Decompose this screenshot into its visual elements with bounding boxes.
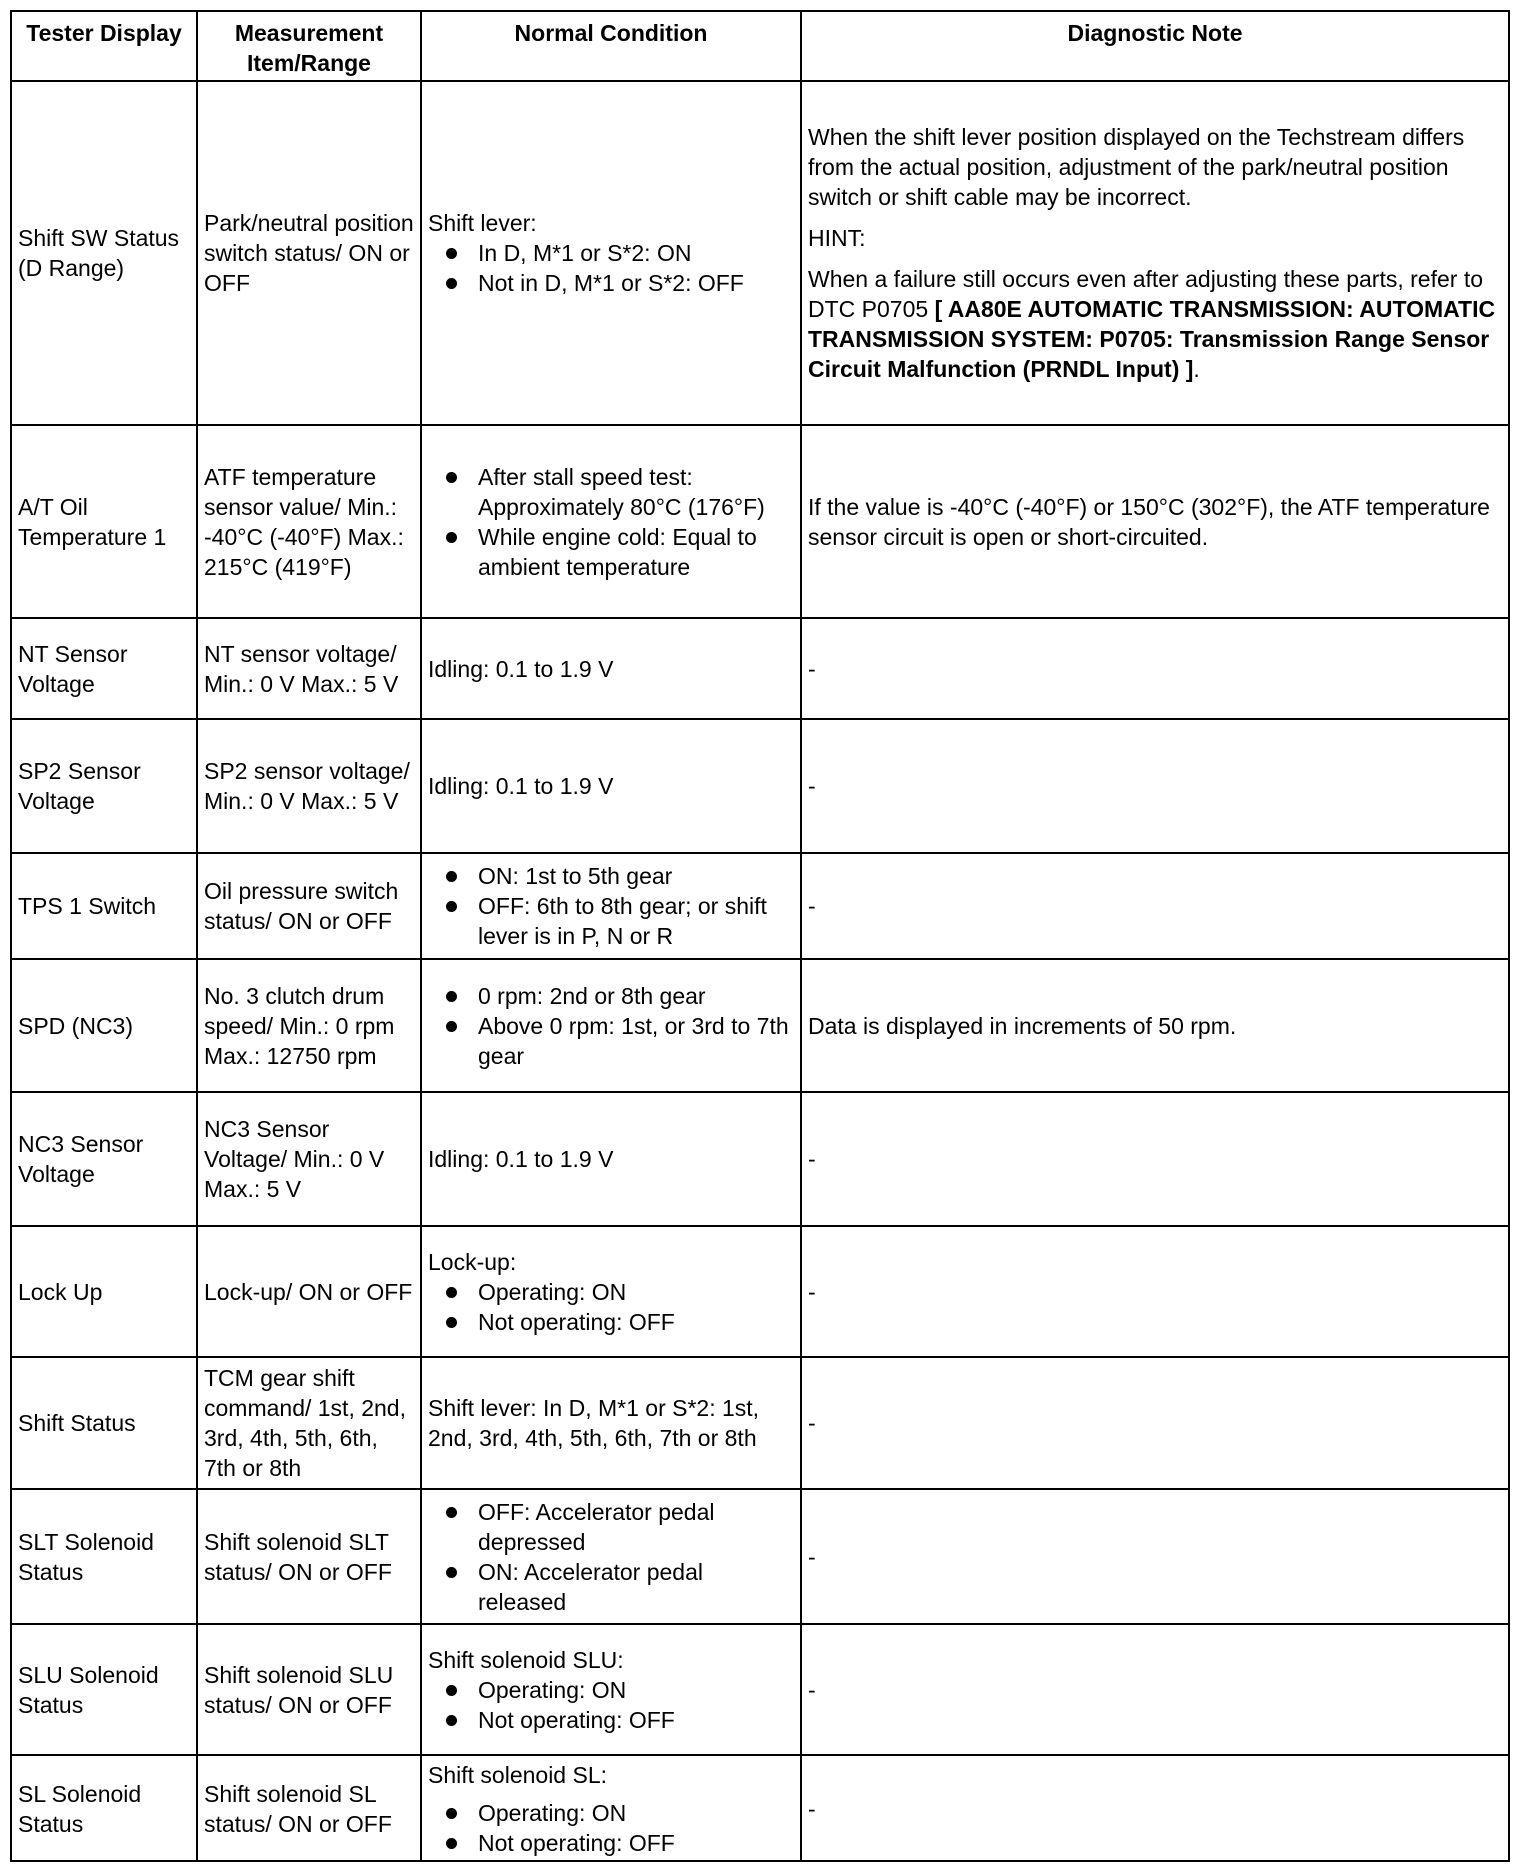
measurement-item: Lock-up/ ON or OFF xyxy=(198,1227,422,1356)
bullet-item: Not operating: OFF xyxy=(428,1307,794,1337)
tester-display: SL Solenoid Status xyxy=(12,1756,198,1862)
note-hint: HINT: xyxy=(808,225,866,251)
bullet-item: Not operating: OFF xyxy=(428,1828,794,1858)
normal-condition: Shift lever: In D, M*1 or S*2: 1st, 2nd, 3rd, 4th, 5th, 6th, 7th or 8th xyxy=(422,1358,802,1488)
dtc-reference-link[interactable]: [ AA80E AUTOMATIC TRANSMISSION: AUTOMATIC TRANSMISSION SYSTEM: P0705: Transmission Range Sensor Circuit Malfunction (PRNDL Input) ] xyxy=(808,296,1496,382)
measurement-item: Shift solenoid SLT status/ ON or OFF xyxy=(198,1490,422,1623)
table-row xyxy=(12,1093,1508,1227)
bullet-list xyxy=(428,1497,794,1617)
normal-intro: Shift solenoid SL: xyxy=(428,1762,608,1788)
diagnostic-note: - xyxy=(808,1146,816,1172)
diagnostic-note: - xyxy=(808,655,816,682)
bullet-item: Not operating: OFF xyxy=(428,1705,794,1735)
bullet-list xyxy=(428,1675,794,1735)
diagnostic-note: Data is displayed in increments of 50 rpm. xyxy=(808,1012,1237,1039)
diagnostic-note: - xyxy=(808,1278,816,1305)
bullet-item: OFF: 6th to 8th gear; or shift lever is in P, N or R xyxy=(428,891,794,951)
bullet-item: In D, M*1 or S*2: ON xyxy=(428,238,794,268)
table-row xyxy=(12,854,1508,960)
table-row xyxy=(12,426,1508,619)
table-row xyxy=(12,720,1508,854)
note-text: When a failure still occurs even after adjusting these parts, refer to DTC P0705 xyxy=(808,266,1483,322)
header-diagnostic-note: Diagnostic Note xyxy=(1067,20,1243,46)
tester-display: SPD (NC3) xyxy=(12,960,198,1091)
diagnostic-note: - xyxy=(808,1676,816,1703)
normal-condition xyxy=(422,426,802,617)
bullet-item: Operating: ON xyxy=(428,1277,794,1307)
bullet-list xyxy=(428,981,794,1071)
tester-display: SLU Solenoid Status xyxy=(12,1625,198,1754)
measurement-item: NC3 Sensor Voltage/ Min.: 0 V Max.: 5 V xyxy=(198,1093,422,1225)
normal-condition: Idling: 0.1 to 1.9 V xyxy=(422,1093,802,1225)
bullet-item: After stall speed test: Approximately 80°C (176°F) xyxy=(428,462,794,522)
tester-display: SLT Solenoid Status xyxy=(12,1490,198,1623)
data-list-table xyxy=(10,10,1510,1862)
table-row xyxy=(12,1227,1508,1358)
measurement-item: ATF temperature sensor value/ Min.: -40°C (-40°F) Max.: 215°C (419°F) xyxy=(198,426,422,617)
normal-intro: Lock-up: xyxy=(428,1248,517,1275)
tester-display: A/T Oil Temperature 1 xyxy=(12,426,198,617)
header-normal-condition: Normal Condition xyxy=(422,12,802,80)
header-tester-display: Tester Display xyxy=(12,12,198,80)
bullet-item: Operating: ON xyxy=(428,1798,794,1828)
table-row xyxy=(12,1490,1508,1625)
normal-intro: Shift solenoid SLU: xyxy=(428,1646,624,1673)
tester-display: Lock Up xyxy=(12,1227,198,1356)
normal-condition xyxy=(422,1625,802,1754)
measurement-item: Shift solenoid SLU status/ ON or OFF xyxy=(198,1625,422,1754)
table-row xyxy=(12,960,1508,1093)
table-row xyxy=(12,82,1508,426)
bullet-item: ON: 1st to 5th gear xyxy=(428,861,794,891)
tester-display: Shift Status xyxy=(12,1358,198,1488)
tester-display: Shift SW Status (D Range) xyxy=(12,82,198,424)
normal-condition xyxy=(422,82,802,424)
tester-display: NT Sensor Voltage xyxy=(12,619,198,718)
measurement-item: Oil pressure switch status/ ON or OFF xyxy=(198,854,422,958)
normal-condition xyxy=(422,960,802,1091)
bullet-list xyxy=(428,1798,794,1858)
table-row xyxy=(12,1756,1508,1862)
bullet-list xyxy=(428,1277,794,1337)
bullet-list xyxy=(428,861,794,951)
bullet-item: While engine cold: Equal to ambient temperature xyxy=(428,522,794,582)
table-row xyxy=(12,1625,1508,1756)
bullet-item: OFF: Accelerator pedal depressed xyxy=(428,1497,794,1557)
measurement-item: SP2 sensor voltage/ Min.: 0 V Max.: 5 V xyxy=(198,720,422,852)
bullet-list xyxy=(428,462,794,582)
diagnostic-note: - xyxy=(808,893,816,919)
bullet-item: Operating: ON xyxy=(428,1675,794,1705)
note-paragraph xyxy=(808,264,1502,384)
normal-condition xyxy=(422,1490,802,1623)
diagnostic-note: If the value is -40°C (-40°F) or 150°C (302°F), the ATF temperature sensor circuit is open or short-circuited. xyxy=(808,493,1490,550)
bullet-item: 0 rpm: 2nd or 8th gear xyxy=(428,981,794,1011)
diagnostic-note: - xyxy=(808,773,816,799)
diagnostic-note xyxy=(802,82,1508,424)
tester-display: SP2 Sensor Voltage xyxy=(12,720,198,852)
normal-condition xyxy=(422,1227,802,1356)
measurement-item: Shift solenoid SL status/ ON or OFF xyxy=(198,1756,422,1862)
diagnostic-note: - xyxy=(808,1543,816,1570)
table-row xyxy=(12,1358,1508,1490)
table-row xyxy=(12,619,1508,720)
measurement-item: NT sensor voltage/ Min.: 0 V Max.: 5 V xyxy=(198,619,422,718)
bullet-item: Above 0 rpm: 1st, or 3rd to 7th gear xyxy=(428,1011,794,1071)
table-header xyxy=(12,12,1508,82)
measurement-item: TCM gear shift command/ 1st, 2nd, 3rd, 4th, 5th, 6th, 7th or 8th xyxy=(198,1358,422,1488)
normal-condition xyxy=(422,854,802,958)
bullet-list xyxy=(428,238,794,298)
normal-intro: Shift lever: xyxy=(428,210,537,236)
note-period: . xyxy=(1193,356,1200,382)
normal-condition: Idling: 0.1 to 1.9 V xyxy=(422,619,802,718)
measurement-item: Park/neutral position switch status/ ON or OFF xyxy=(198,82,422,424)
normal-condition: Idling: 0.1 to 1.9 V xyxy=(422,720,802,852)
diagnostic-note: - xyxy=(808,1796,816,1822)
normal-condition xyxy=(422,1756,802,1862)
measurement-item: No. 3 clutch drum speed/ Min.: 0 rpm Max.: 12750 rpm xyxy=(198,960,422,1091)
note-paragraph: When the shift lever position displayed on the Techstream differs from the actual position, adjustment of the park/neutral position switch or shift cable may be incorrect. xyxy=(808,124,1465,210)
tester-display: TPS 1 Switch xyxy=(12,854,198,958)
header-measurement-item: Measurement Item/Range xyxy=(198,12,422,80)
tester-display: NC3 Sensor Voltage xyxy=(12,1093,198,1225)
bullet-item: Not in D, M*1 or S*2: OFF xyxy=(428,268,794,298)
diagnostic-note: - xyxy=(808,1410,816,1436)
bullet-item: ON: Accelerator pedal released xyxy=(428,1557,794,1617)
